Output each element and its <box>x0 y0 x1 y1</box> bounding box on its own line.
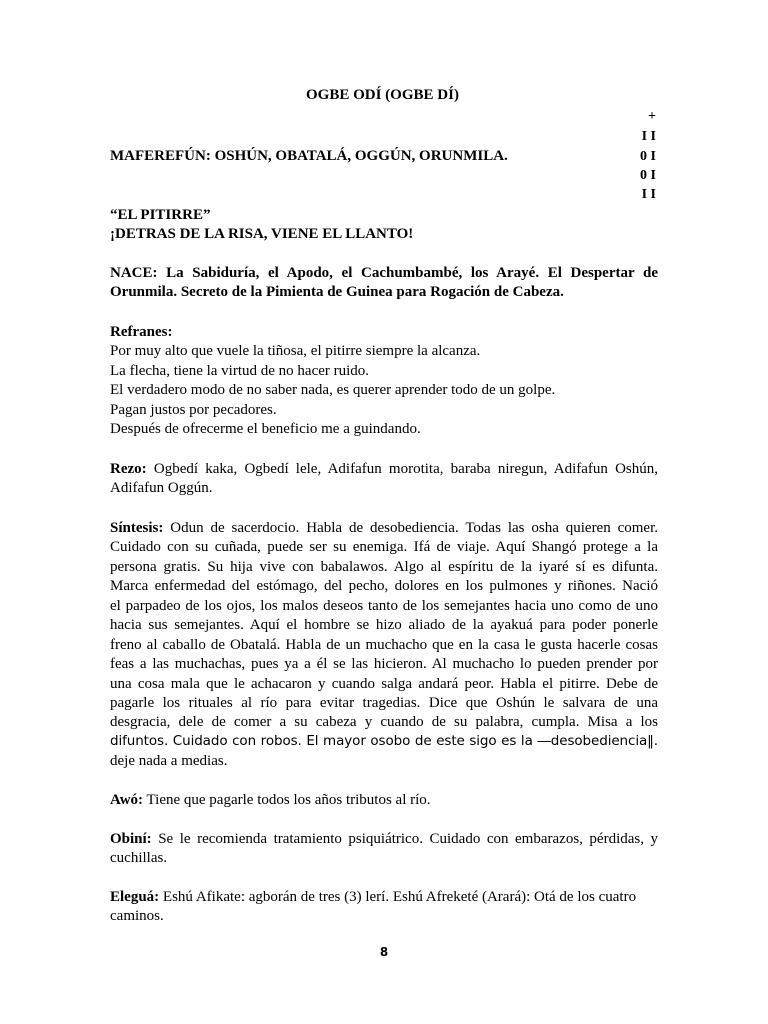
sintesis-line: feas a las muchachas, pues ya a él se las hicieron. Al muchacho lo pueden prender por <box>110 656 658 672</box>
sintesis-line-last: deje nada a medias. <box>110 753 228 769</box>
maferefun-line: MAFEREFÚN: OSHÚN, OBATALÁ, OGGÚN, ORUNMILA. <box>110 148 508 164</box>
obini-line-2: cuchillas. <box>110 850 168 866</box>
odu-sign-row-3: 0 I <box>640 149 656 164</box>
rezo-line-2: Adifafun Oggún. <box>110 480 213 496</box>
pitirre-heading: “EL PITIRRE” <box>110 207 211 223</box>
awo-line <box>110 790 431 810</box>
obini-label: Obiní: <box>110 831 152 847</box>
rezo-label: Rezo: <box>110 461 147 477</box>
nace-text-1: La Sabiduría, el Apodo, el Cachumbambé, los Arayé. El Despertar de <box>166 265 658 281</box>
page-number: 8 <box>379 945 389 959</box>
sintesis-line: hacia sus semejantes. Aquí el hombre se hizo aliado de la ayakuá para poder ponerle <box>110 617 658 633</box>
odu-sign-row-5: I I <box>641 187 656 202</box>
sintesis-label: Síntesis: <box>110 520 164 536</box>
obini-text-1: Se le recomienda tratamiento psiquiátrico. Cuidado con embarazos, pérdidas, y <box>158 831 658 847</box>
refranes-label: Refranes: <box>110 324 173 340</box>
sintesis-line: persona gratis. Su hija vive con babalawos. Algo al espíritu de la iyaré sí es difunta. <box>110 559 658 575</box>
elegua-line-1 <box>110 887 636 907</box>
nace-text-2: . Secreto de la Pimienta de Guinea para Rogación de Cabeza. <box>173 284 564 300</box>
refran-item: El verdadero modo de no saber nada, es querer aprender todo de un golpe. <box>110 382 556 398</box>
sintesis-line: Marca enfermedad del estómago, del pecho, dolores en los pulmones y riñones. Nació <box>110 578 658 594</box>
awo-label: Awó: <box>110 792 144 808</box>
sintesis-line-sans: difuntos. Cuidado con robos. El mayor osobo de este sigo es la ―desobediencia‖. <box>110 733 658 749</box>
nace-line-2 <box>110 282 564 302</box>
odu-sign-row-2: I I <box>641 129 656 144</box>
sintesis-line: desgracia, dele de comer a su cabeza y cuando de su palabra, cumpla. Misa a los <box>110 714 658 730</box>
sintesis-line: el parpadeo de los ojos, los malos deseos tanto de los semejantes hacia uno como de uno <box>110 598 658 614</box>
refran-item: La flecha, tiene la virtud de no hacer ruido. <box>110 363 370 379</box>
refran-item: Después de ofrecerme el beneficio me a guindando. <box>110 421 421 437</box>
page-title: OGBE ODÍ (OGBE DÍ) <box>306 87 459 103</box>
refran-item: Pagan justos por pecadores. <box>110 402 277 418</box>
sintesis-line: una cosa mala que le achacaron y cuando salga andará peor. Habla el pitirre. Debe de <box>110 676 658 692</box>
nace-orunmila: Orunmila <box>110 284 174 300</box>
sintesis-text-1: Odun de sacerdocio. Habla de desobediencia. Todas las osha quieren comer. <box>170 520 658 536</box>
sintesis-line: freno al caballo de Obatalá. Habla de un muchacho que en la casa le gusta hacerle cosas <box>110 637 658 653</box>
obini-line-1 <box>110 829 658 849</box>
sintesis-line: pagarle los rituales al río para evitar tragedias. Dice que Oshún le salvara de una <box>110 695 658 711</box>
awo-text: Tiene que pagarle todos los años tributos al río. <box>146 792 431 808</box>
nace-line-1 <box>110 263 658 283</box>
rezo-text-1: Ogbedí kaka, Ogbedí lele, Adifafun morotita, baraba niregun, Adifafun Oshún, <box>153 461 658 477</box>
odu-sign-row-4: 0 I <box>640 168 656 183</box>
refran-item: Por muy alto que vuele la tiñosa, el pitirre siempre la alcanza. <box>110 343 481 359</box>
motto-heading: ¡DETRAS DE LA RISA, VIENE EL LLANTO! <box>110 226 414 242</box>
nace-label: NACE: <box>110 265 158 281</box>
sintesis-line-1 <box>110 518 658 538</box>
elegua-text-1: Eshú Afikate: agborán de tres (3) lerí. Eshú Afreketé (Arará): Otá de los cuatro <box>162 889 637 905</box>
odu-sign-row-1: + <box>648 109 656 124</box>
sintesis-line: Cuidado con su cuñada, puede ser su enemiga. Ifá de viaje. Aquí Shangó protege a la <box>110 539 658 555</box>
elegua-line-2: caminos. <box>110 908 164 924</box>
elegua-label: Eleguá: <box>110 889 160 905</box>
rezo-line-1 <box>110 459 658 479</box>
